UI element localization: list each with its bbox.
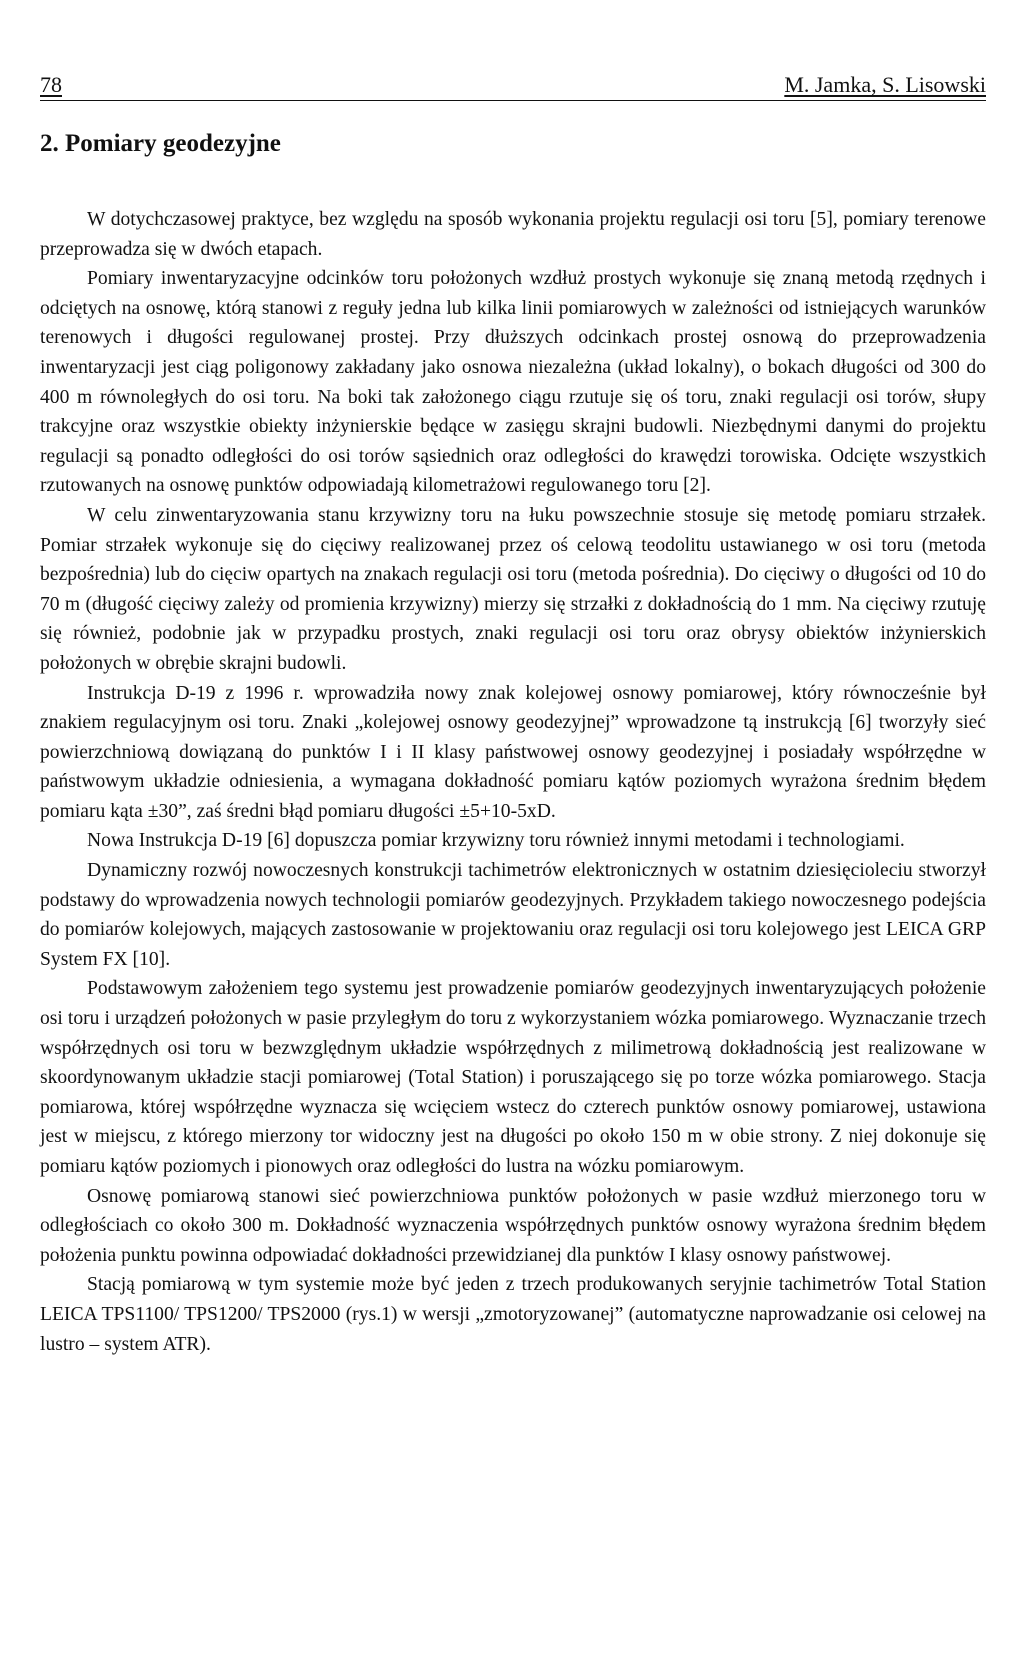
running-header xyxy=(40,72,986,101)
paragraph: Instrukcja D-19 z 1996 r. wprowadziła nowy znak kolejowej osnowy pomiarowej, który równocześnie był znakiem regulacyjnym osi toru. Znaki „kolejowej osnowy geodezyjnej” wprowadzone tą instrukcją [6] tworzyły sieć powierzchniową dowiązaną do punktów I i II klasy państwowej osnowy geodezyjnej i posiadały współrzędne w państwowym układzie odniesienia, a wymagana dokładność pomiaru kątów poziomych wyrażona średnim błędem pomiaru kąta ±30”, zaś średni błąd pomiaru długości ±5+10-5xD. xyxy=(40,682,986,822)
paragraph: W dotychczasowej praktyce, bez względu na sposób wykonania projektu regulacji osi toru [5], pomiary terenowe przeprowadza się w dwóch etapach. xyxy=(40,209,986,260)
paragraph: Nowa Instrukcja D-19 [6] dopuszcza pomiar krzywizny toru również innymi metodami i technologiami. xyxy=(87,830,905,852)
section-title: 2. Pomiary geodezyjne xyxy=(40,130,281,157)
paragraph: Dynamiczny rozwój nowoczesnych konstrukcji tachimetrów elektronicznych w ostatnim dziesięcioleciu stworzył podstawy do wprowadzenia nowych technologii pomiarów geodezyjnych. Przykładem takiego nowoczesnego podejścia do pomiarów kolejowych, mających zastosowanie w projektowaniu oraz regulacji osi toru kolejowego jest LEICA GRP System FX [10]. xyxy=(40,860,986,970)
paragraph: Osnowę pomiarową stanowi sieć powierzchniowa punktów położonych w pasie wzdłuż mierzonego toru w odległościach co około 300 m. Dokładność wyznaczenia współrzędnych punktów osnowy wyrażona średnim błędem położenia punktu powinna odpowiadać dokładności przewidzianej dla punktów I klasy osnowy państwowej. xyxy=(40,1185,986,1266)
running-header-authors: M. Jamka, S. Lisowski xyxy=(784,72,986,97)
page-number: 78 xyxy=(40,72,62,97)
paragraph: Stacją pomiarową w tym systemie może być jeden z trzech produkowanych seryjnie tachimetrów Total Station LEICA TPS1100/ TPS1200/ TPS2000 (rys.1) w wersji „zmotoryzowanej” (automatyczne naprowadzanie osi celowej na lustro – system ATR). xyxy=(40,1274,986,1355)
paragraph: Podstawowym założeniem tego systemu jest prowadzenie pomiarów geodezyjnych inwentaryzujących położenie osi toru i urządzeń położonych w pasie przyległym do toru z wykorzystaniem wózka pomiarowego. Wyznaczanie trzech współrzędnych osi toru w bezwzględnym układzie współrzędnych z milimetrową dokładnością jest realizowane w skoordynowanym układzie stacji pomiarowej (Total Station) i poruszającego się po torze wózka pomiarowego. Stacja pomiarowa, której współrzędne wyznacza się wcięciem wstecz do czterech punktów osnowy pomiarowej, ustawiona jest w miejscu, z którego mierzony tor widoczny jest na długości po około 150 m w obie strony. Z niej dokonuje się pomiaru kątów poziomych i pionowych oraz odległości do lustra na wózku pomiarowym. xyxy=(40,978,986,1177)
body-text xyxy=(40,205,986,1359)
paragraph: Pomiary inwentaryzacyjne odcinków toru położonych wzdłuż prostych wykonuje się znaną metodą rzędnych i odciętych na osnowę, którą stanowi z reguły jedna lub kilka linii pomiarowych w zależności od istniejących warunków terenowych i długości regulowanej prostej. Przy dłuższych odcinkach prostej osnową do przeprowadzenia inwentaryzacji jest ciąg poligonowy zakładany jako osnowa niezależna (układ lokalny), o bokach długości od 300 do 400 m równoległych do osi toru. Na boki tak założonego ciągu rzutuje się oś toru, znaki regulacji osi torów, słupy trakcyjne oraz wszystkie obiekty inżynierskie będące w zasięgu skrajni budowli. Niezbędnymi danymi do projektu regulacji są ponadto odległości do osi torów sąsiednich oraz odległości do krawędzi torowiska. Odcięte wszystkich rzutowanych na osnowę punktów odpowiadają kilometrażowi regulowanego toru [2]. xyxy=(40,268,986,497)
paragraph: W celu zinwentaryzowania stanu krzywizny toru na łuku powszechnie stosuje się metodę pomiaru strzałek. Pomiar strzałek wykonuje się do cięciwy realizowanej przez oś celową teodolitu ustawianego w osi toru (metoda bezpośrednia) lub do cięciw opartych na znakach regulacji osi toru (metoda pośrednia). Do cięciwy o długości od 10 do 70 m (długość cięciwy zależy od promienia krzywizny) mierzy się strzałki z dokładnością do 1 mm. Na cięciwy rzutuję się również, podobnie jak w przypadku prostych, znaki regulacji osi toru oraz obrysy obiektów inżynierskich położonych w obrębie skrajni budowli. xyxy=(40,504,986,674)
document-page xyxy=(40,72,986,1359)
